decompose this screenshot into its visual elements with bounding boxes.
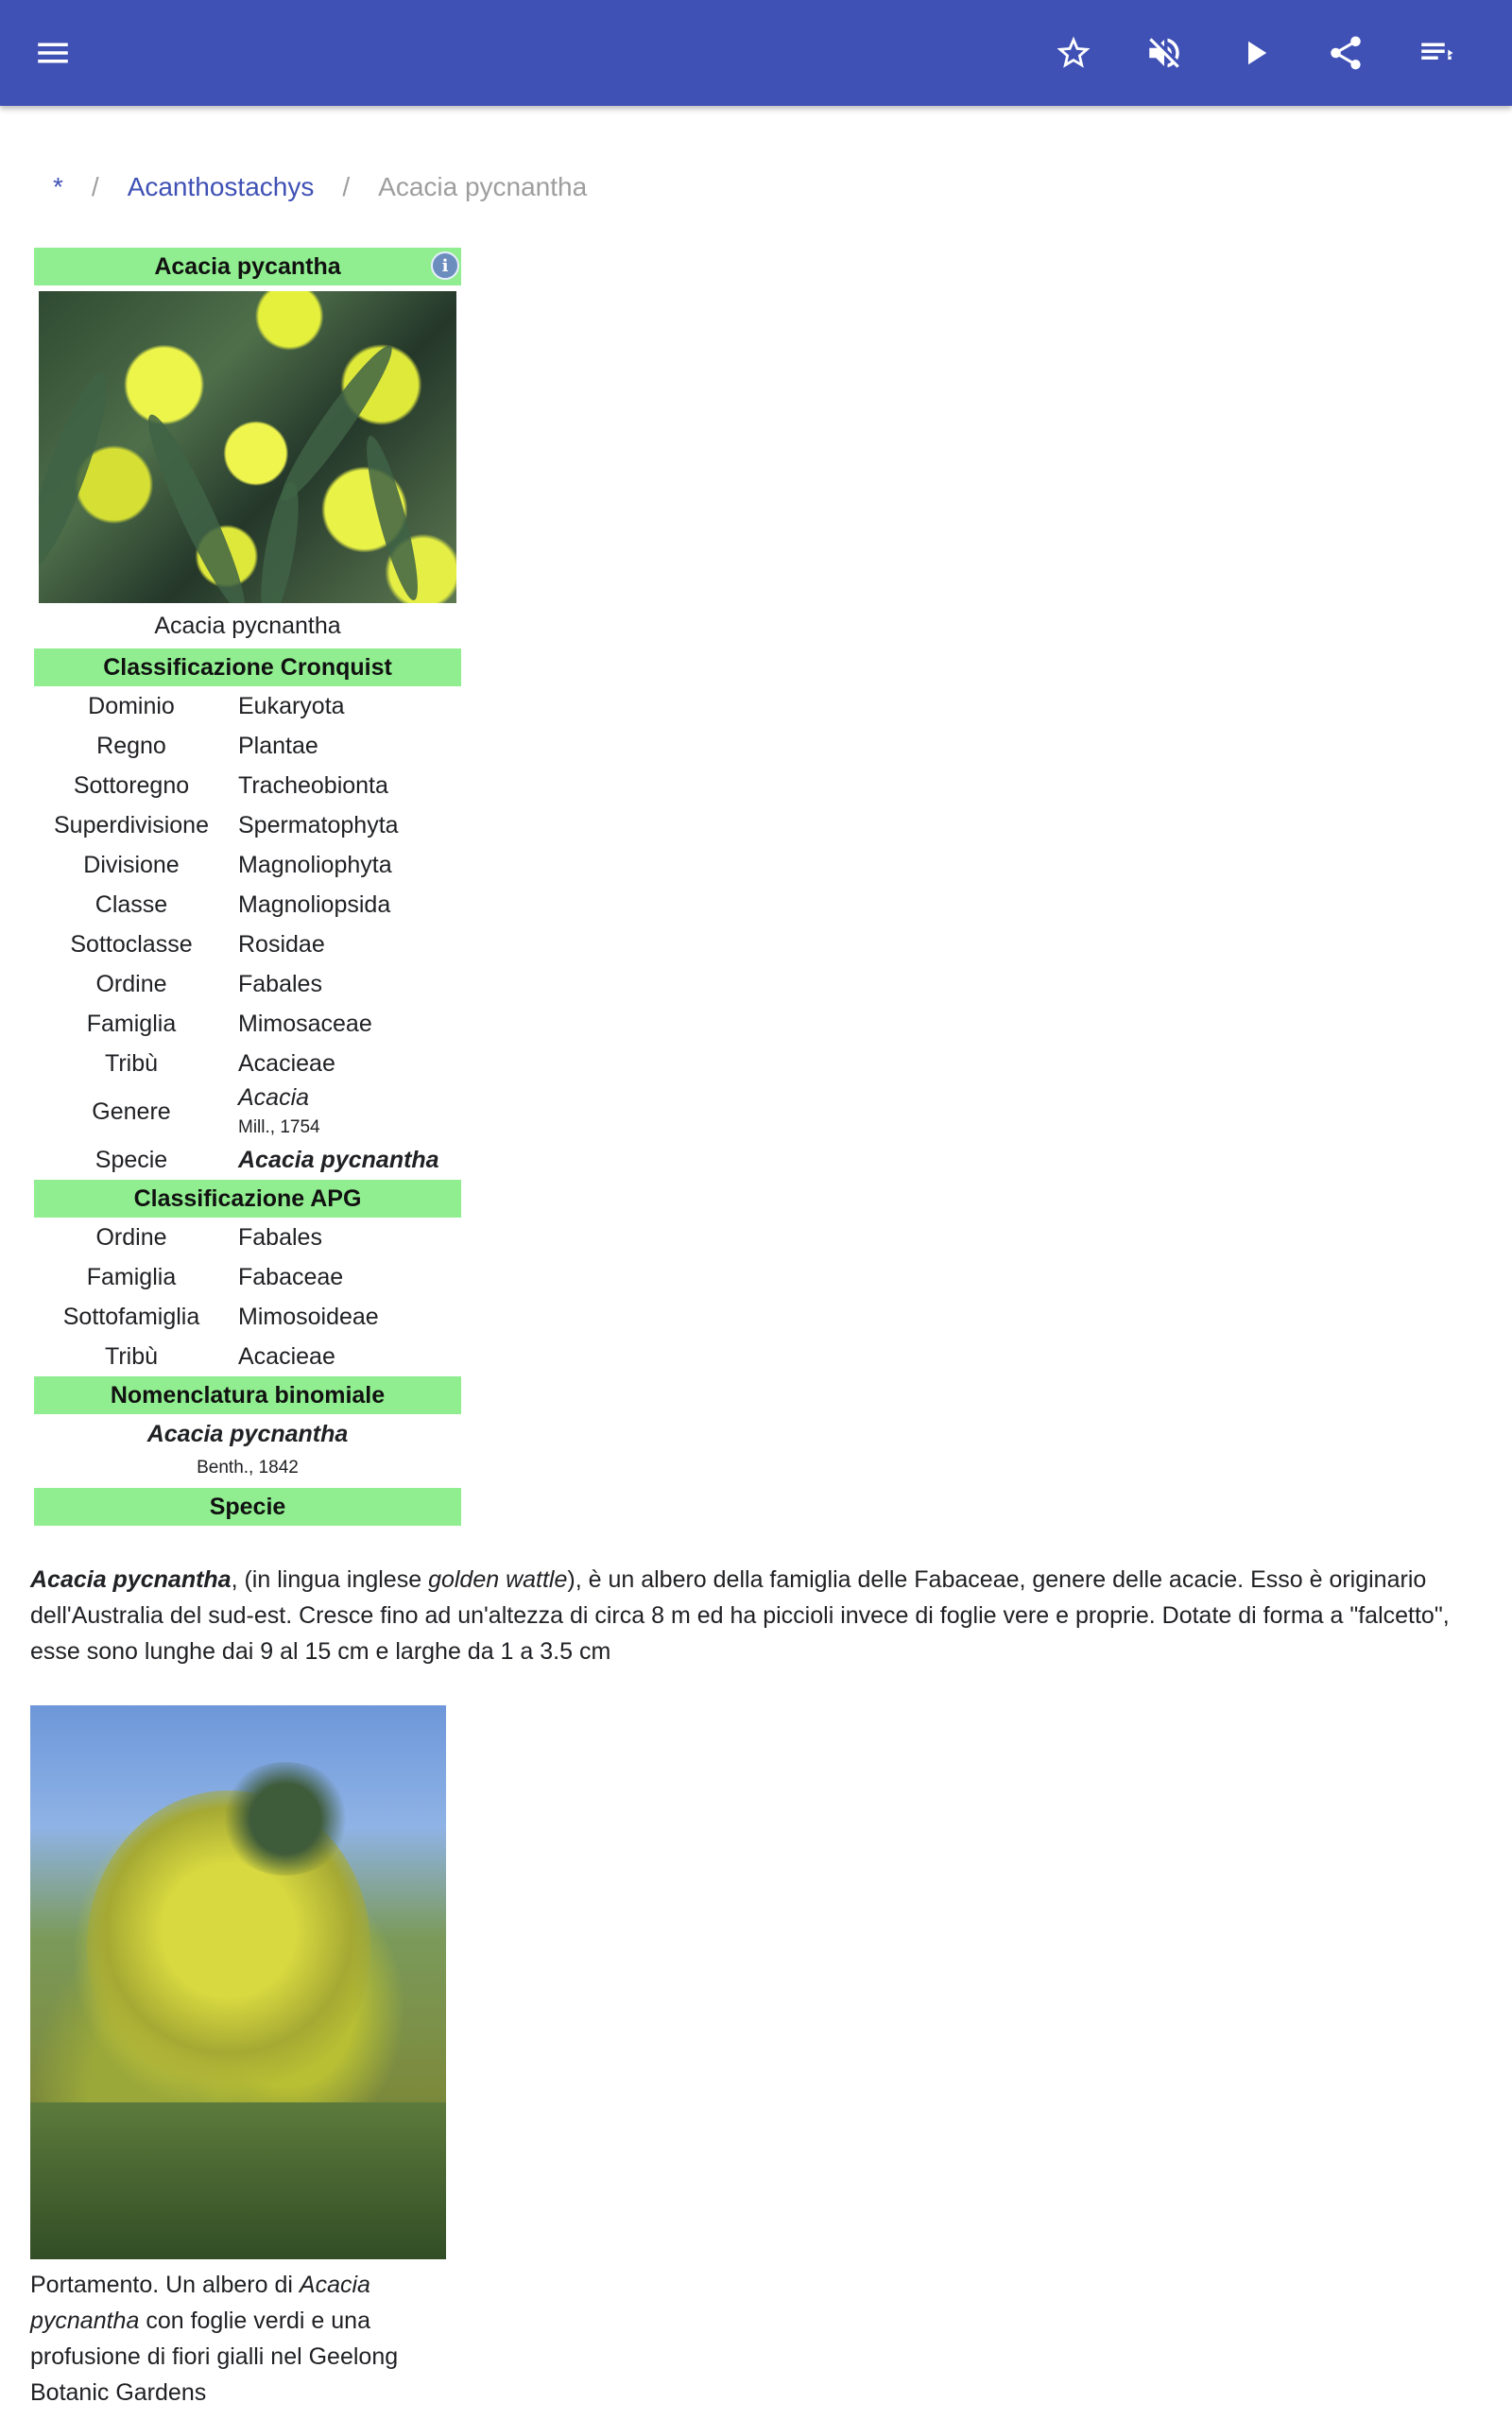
taxon-rank: Tribù bbox=[104, 1049, 159, 1077]
article-paragraph bbox=[30, 1562, 1486, 1669]
taxon-rank: Sottofamiglia bbox=[62, 1303, 200, 1330]
taxon-value[interactable]: Plantae bbox=[238, 732, 318, 759]
taxon-row bbox=[34, 805, 461, 845]
taxon-value bbox=[229, 1085, 461, 1138]
paragraph-text: ), è un albero della famiglia delle Fabaceae, genere delle acacie. Esso è originario dell'Australia del sud-est. Cresce fino ad un'altezza di circa 8 m ed ha piccioli invece di foglie vere e proprie. Dotate di forma a "falcetto", esse sono lunghe dai 9 al 15 cm e larghe da 1 a 3.5 cm bbox=[30, 1566, 1450, 1665]
taxon-row bbox=[34, 686, 461, 726]
taxon-row bbox=[34, 885, 461, 925]
taxon-rank: Ordine bbox=[95, 1223, 167, 1251]
taxon-value[interactable]: Eukaryota bbox=[238, 692, 345, 719]
taxon-value[interactable]: Fabales bbox=[238, 970, 322, 997]
taxon-row bbox=[34, 726, 461, 766]
taxon-value[interactable]: Fabales bbox=[238, 1223, 322, 1251]
lead-species-name: Acacia pycnantha bbox=[30, 1566, 232, 1593]
genus-authority: Mill., 1754 bbox=[238, 1117, 320, 1138]
taxon-rank: Superdivisione bbox=[54, 811, 209, 838]
taxon-value bbox=[229, 1147, 461, 1174]
taxon-row bbox=[34, 1004, 461, 1044]
paragraph-text: , (in lingua inglese bbox=[231, 1566, 429, 1593]
taxon-rank: Tribù bbox=[104, 1342, 159, 1370]
play-icon[interactable] bbox=[1225, 23, 1285, 83]
taxon-rank: Genere bbox=[92, 1098, 171, 1125]
taxon-rank: Regno bbox=[96, 732, 166, 759]
breadcrumb-root-link[interactable]: * bbox=[53, 172, 63, 201]
taxon-rank: Sottoclasse bbox=[70, 930, 193, 958]
taxon-rank: Classe bbox=[94, 890, 168, 918]
taxon-row bbox=[34, 1044, 461, 1083]
caption-text: Portamento. Un albero di bbox=[30, 2272, 300, 2298]
taxon-value[interactable]: Tracheobionta bbox=[238, 771, 388, 799]
taxon-row-genus bbox=[34, 1083, 461, 1140]
taxon-rank: Famiglia bbox=[86, 1010, 177, 1037]
info-icon[interactable]: i bbox=[431, 251, 459, 280]
binomial-header: Nomenclatura binomiale bbox=[34, 1376, 461, 1414]
taxon-value[interactable]: Magnoliophyta bbox=[238, 851, 392, 878]
acacia-tree-photo[interactable] bbox=[30, 1705, 446, 2259]
taxon-row bbox=[34, 1337, 461, 1376]
volume-off-icon[interactable] bbox=[1134, 23, 1194, 83]
taxon-value[interactable]: Fabaceae bbox=[238, 1263, 344, 1290]
binomial-name: Acacia pycnantha bbox=[146, 1421, 349, 1447]
cronquist-header: Classificazione Cronquist bbox=[34, 648, 461, 686]
taxon-row bbox=[34, 925, 461, 964]
taxon-row bbox=[34, 1257, 461, 1297]
taxon-row bbox=[34, 1218, 461, 1257]
english-name: golden wattle bbox=[428, 1566, 568, 1593]
taxon-rank: Sottoregno bbox=[73, 771, 190, 799]
taxon-rank: Divisione bbox=[83, 851, 180, 878]
apg-header: Classificazione APG bbox=[34, 1180, 461, 1218]
breadcrumb-separator: / bbox=[91, 172, 99, 201]
caption-species: Acacia pycnantha bbox=[30, 2272, 370, 2334]
taxon-rank: Dominio bbox=[88, 692, 175, 719]
taxon-value[interactable]: Mimosaceae bbox=[238, 1010, 372, 1037]
figure-caption bbox=[30, 2267, 446, 2411]
taxon-value[interactable]: Spermatophyta bbox=[238, 811, 399, 838]
genus-name[interactable]: Acacia bbox=[238, 1083, 310, 1111]
taxon-rank: Ordine bbox=[95, 970, 167, 997]
taxon-value[interactable]: Acacieae bbox=[238, 1342, 335, 1370]
species-header: Specie bbox=[34, 1488, 461, 1526]
breadcrumb-parent-link[interactable]: Acanthostachys bbox=[127, 172, 315, 201]
image-caption: Acacia pycnantha bbox=[154, 612, 341, 639]
taxon-value[interactable]: Acacieae bbox=[238, 1049, 335, 1077]
taxon-rank: Specie bbox=[94, 1146, 168, 1173]
taxon-row bbox=[34, 766, 461, 805]
taxon-value[interactable]: Rosidae bbox=[238, 930, 325, 958]
taxon-value[interactable]: Magnoliopsida bbox=[238, 890, 391, 918]
taxon-value[interactable]: Mimosoideae bbox=[238, 1303, 379, 1330]
menu-icon[interactable] bbox=[23, 23, 83, 83]
taxobox bbox=[34, 248, 461, 1526]
taxobox-title bbox=[34, 248, 461, 285]
breadcrumb-current: Acacia pycnantha bbox=[378, 172, 588, 201]
playlist-icon[interactable] bbox=[1406, 23, 1467, 83]
taxon-row bbox=[34, 1297, 461, 1337]
taxon-rank: Famiglia bbox=[86, 1263, 177, 1290]
binomial-authority: Benth., 1842 bbox=[197, 1458, 299, 1478]
taxobox-title-text: Acacia pycantha bbox=[154, 252, 341, 280]
acacia-flowers-photo[interactable] bbox=[39, 291, 456, 603]
taxon-row bbox=[34, 845, 461, 885]
species-name: Acacia pycnantha bbox=[238, 1146, 439, 1173]
share-icon[interactable] bbox=[1315, 23, 1376, 83]
app-bar bbox=[0, 0, 1512, 106]
breadcrumb-separator: / bbox=[342, 172, 351, 201]
taxon-row bbox=[34, 964, 461, 1004]
star-outline-icon[interactable] bbox=[1043, 23, 1104, 83]
breadcrumb bbox=[53, 168, 587, 206]
taxon-row-species bbox=[34, 1140, 461, 1180]
caption-text: con foglie verdi e una profusione di fiori gialli nel Geelong Botanic Gardens bbox=[30, 2308, 399, 2406]
